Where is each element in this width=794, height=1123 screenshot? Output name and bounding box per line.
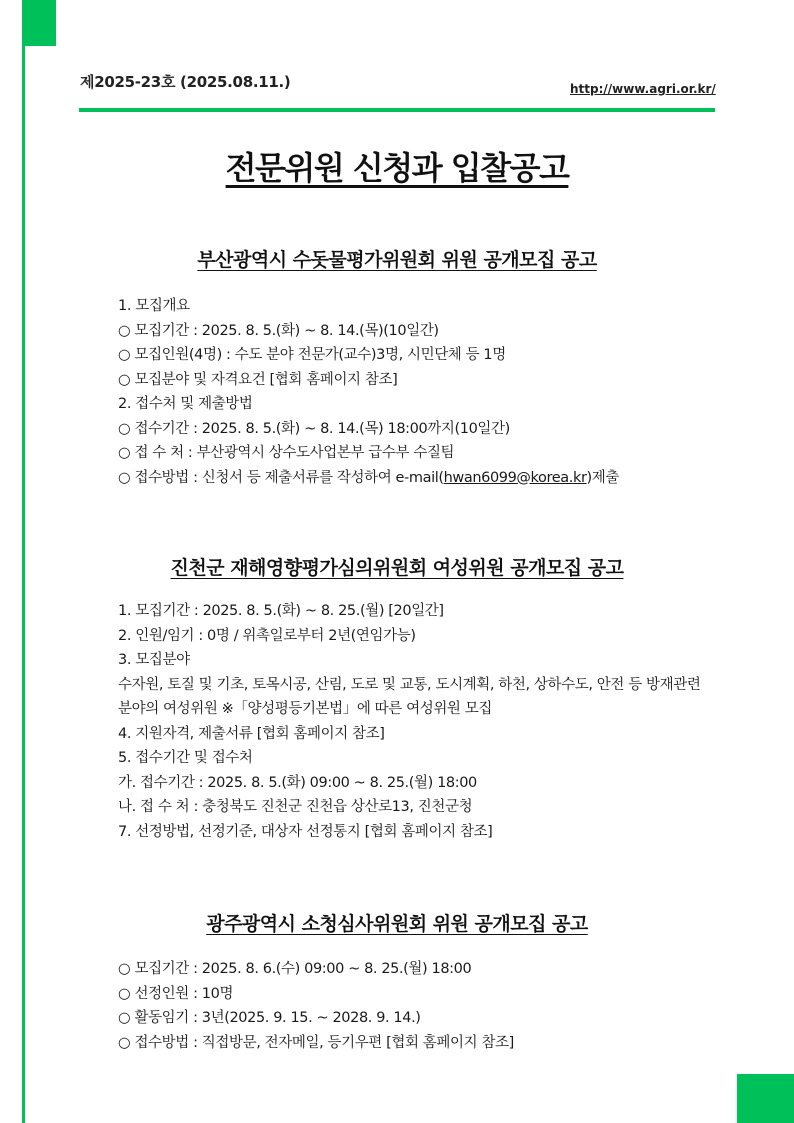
list-item: 1. 모집기간 : 2025. 8. 5.(화) ~ 8. 25.(월) [20일간] [118,603,444,619]
list-item: ○ 접수기간 : 2025. 8. 5.(화) ~ 8. 14.(목) 18:00까지(10일간) [118,420,510,437]
page-title: 전문위원 신청과 입찰공고 [225,149,569,187]
green-accent-bottom-right [737,1074,794,1123]
list-item: 가. 접수기간 : 2025. 8. 5.(화) 09:00 ~ 8. 25.(월) 18:00 [118,774,477,791]
section-body-gwangju [118,957,718,1055]
list-item: 수자원, 토질 및 기초, 토목시공, 산림, 도로 및 교통, 도시계획, 하천, 상하수도, 안전 등 방재관련 분야의 여성위원 ※「양성평등기본법」에 따른 여성위원 모집 [118,676,701,717]
section-title-jincheon: 진천군 재해영향평가심의위원회 여성위원 공개모집 공고 [170,557,624,579]
list-item: 4. 지원자격, 제출서류 [협회 홈페이지 참조] [118,725,385,742]
website-link[interactable]: http://www.agri.or.kr/ [570,82,716,96]
list-item: ○ 활동임기 : 3년(2025. 9. 15. ~ 2028. 9. 14.) [118,1010,421,1026]
list-item: ○ 접 수 처 : 부산광역시 상수도사업본부 급수부 수질팀 [118,445,455,461]
issue-number: 제2025-23호 (2025.08.11.) [80,73,291,91]
section-body-busan [118,294,718,490]
list-item: 2. 접수처 및 제출방법 [118,396,253,412]
section-title-busan: 부산광역시 수돗물평가위원회 위원 공개모집 공고 [197,249,597,271]
list-item: 3. 모집분야 [118,652,190,668]
list-item: ○ 모집기간 : 2025. 8. 6.(수) 09:00 ~ 8. 25.(월) 18:00 [118,961,472,977]
header-divider [79,108,715,112]
list-item: 2. 인원/임기 : 0명 / 위촉일로부터 2년(연임가능) [118,627,416,644]
section-body-jincheon [118,599,718,844]
list-item: 5. 접수기간 및 접수처 [118,750,253,766]
list-item: ○ 접수방법 : 직접방문, 전자메일, 등기우편 [협회 홈페이지 참조] [118,1034,514,1051]
list-item: ○ 선정인원 : 10명 [118,985,234,1002]
list-item [118,466,718,491]
green-accent-top-left [22,0,56,46]
list-item: 나. 접 수 처 : 충청북도 진천군 진천읍 상산로13, 진천군청 [118,799,473,815]
green-accent-strip [22,46,25,1123]
section-title-gwangju: 광주광역시 소청심사위원회 위원 공개모집 공고 [206,913,588,935]
list-item: 1. 모집개요 [118,298,190,314]
list-item: 7. 선정방법, 선정기준, 대상자 선정통지 [협회 홈페이지 참조] [118,823,493,840]
list-item: ○ 모집인원(4명) : 수도 분야 전문가(교수)3명, 시민단체 등 1명 [118,347,506,363]
submission-method-suffix: )제출 [586,469,619,486]
list-item: ○ 모집기간 : 2025. 8. 5.(화) ~ 8. 14.(목)(10일간) [118,322,439,339]
email-link[interactable]: hwan6099@korea.kr [443,469,587,486]
list-item: ○ 모집분야 및 자격요건 [협회 홈페이지 참조] [118,371,398,388]
submission-method-prefix: ○ 접수방법 : 신청서 등 제출서류를 작성하여 e-mail( [118,469,444,486]
